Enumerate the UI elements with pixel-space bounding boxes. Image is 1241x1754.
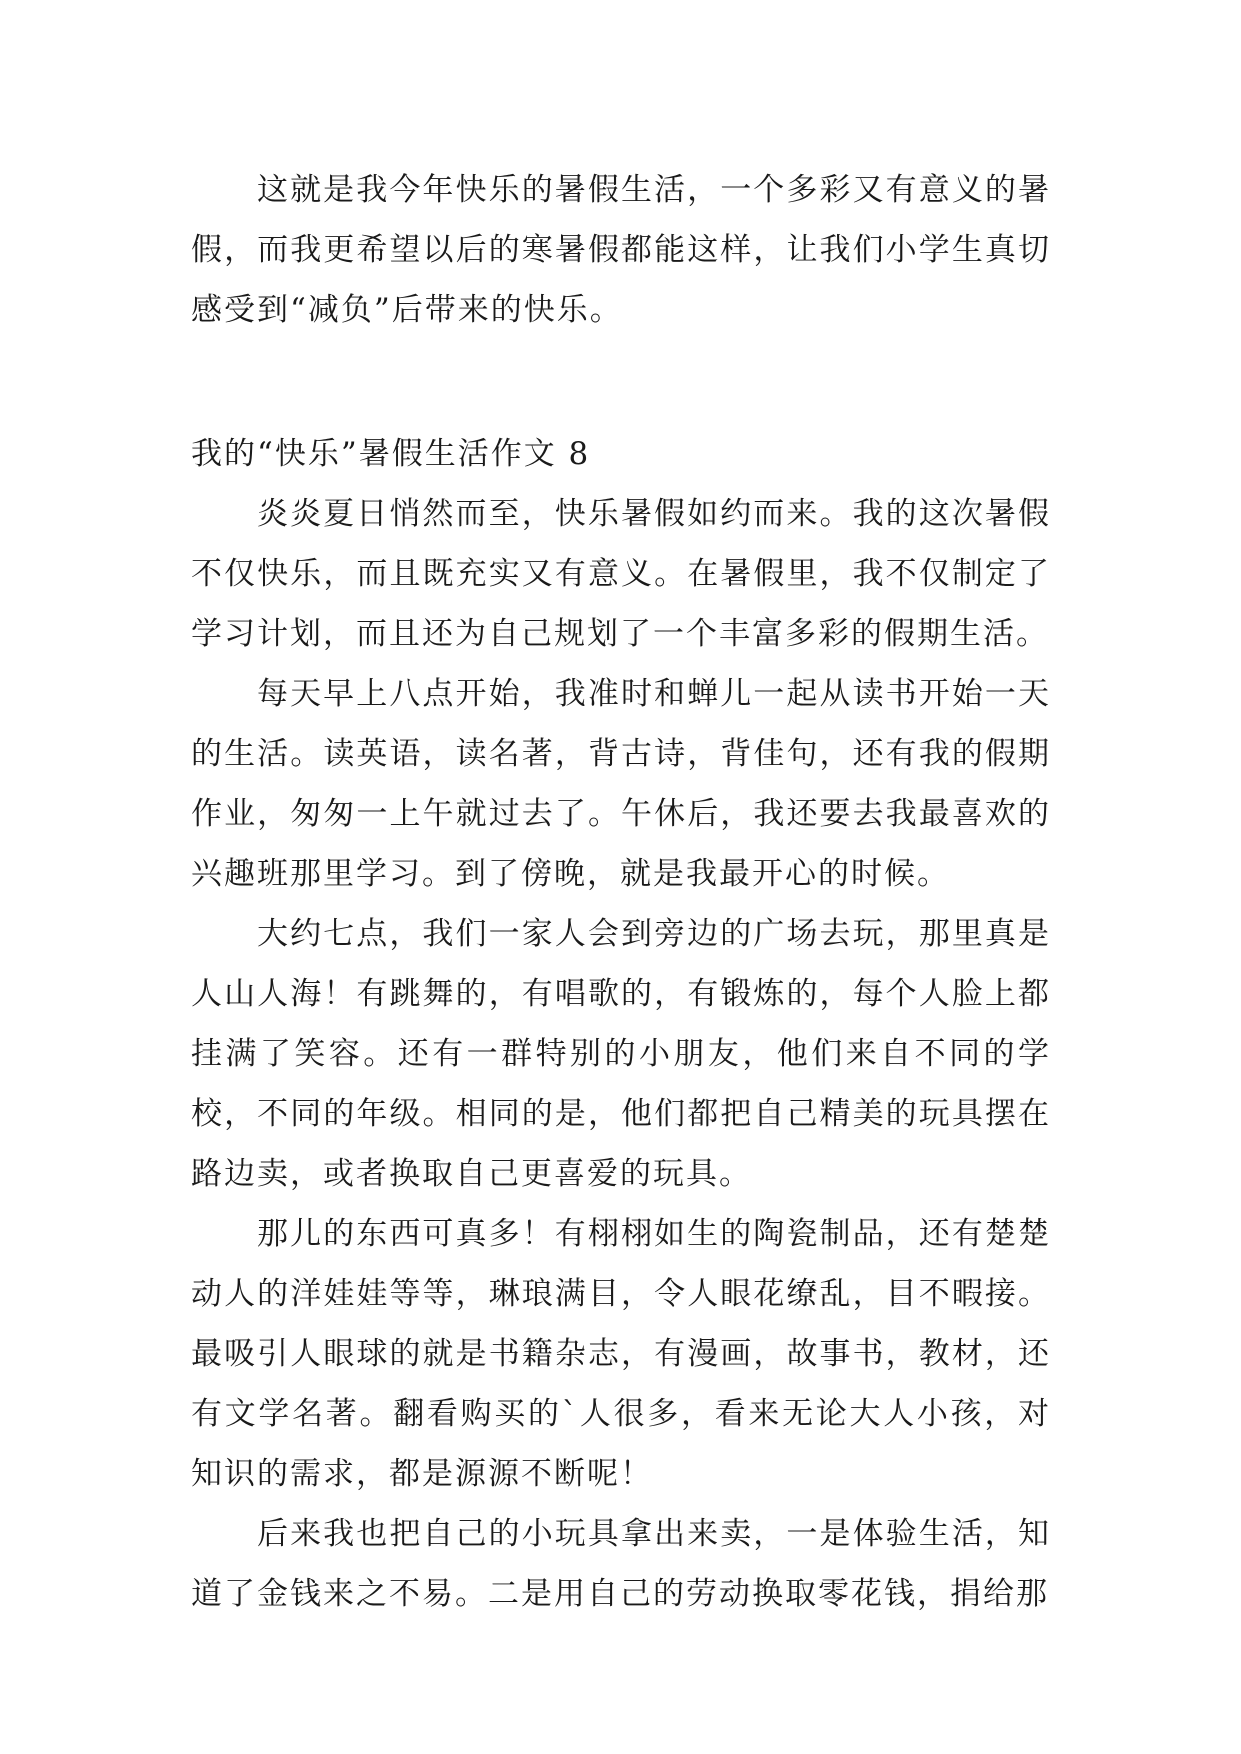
section-title: 我的“快乐”暑假生活作文 8 [191, 436, 591, 472]
paragraph-5: 后来我也把自己的小玩具拿出来卖，一是体验生活，知道了金钱来之不易。二是用自己的劳动换取零花钱，捐给那 [191, 1516, 1051, 1612]
paragraph-1: 炎炎夏日悄然而至，快乐暑假如约而来。我的这次暑假不仅快乐，而且既充实又有意义。在暑假里，我不仅制定了学习计划，而且还为自己规划了一个丰富多彩的假期生活。 [191, 496, 1051, 652]
paragraph-4: 那儿的东西可真多！有栩栩如生的陶瓷制品，还有楚楚动人的洋娃娃等等，琳琅满目，令人眼花缭乱，目不暇接。最吸引人眼球的就是书籍杂志，有漫画，故事书，教材，还有文学名著。翻看购买的`人很多，看来无论大人小孩，对知识的需求，都是源源不断呢！ [191, 1216, 1051, 1492]
intro-paragraph: 这就是我今年快乐的暑假生活，一个多彩又有意义的暑假，而我更希望以后的寒暑假都能这样，让我们小学生真切感受到“减负”后带来的快乐。 [191, 172, 1051, 328]
document-body [191, 160, 1051, 1624]
paragraph-3: 大约七点，我们一家人会到旁边的广场去玩，那里真是人山人海！有跳舞的，有唱歌的，有锻炼的，每个人脸上都挂满了笑容。还有一群特别的小朋友，他们来自不同的学校，不同的年级。相同的是，他们都把自己精美的玩具摆在路边卖，或者换取自己更喜爱的玩具。 [191, 916, 1051, 1192]
paragraph-2: 每天早上八点开始，我准时和蝉儿一起从读书开始一天的生活。读英语，读名著，背古诗，背佳句，还有我的假期作业，匆匆一上午就过去了。午休后，我还要去我最喜欢的兴趣班那里学习。到了傍晚，就是我最开心的时候。 [191, 676, 1051, 892]
